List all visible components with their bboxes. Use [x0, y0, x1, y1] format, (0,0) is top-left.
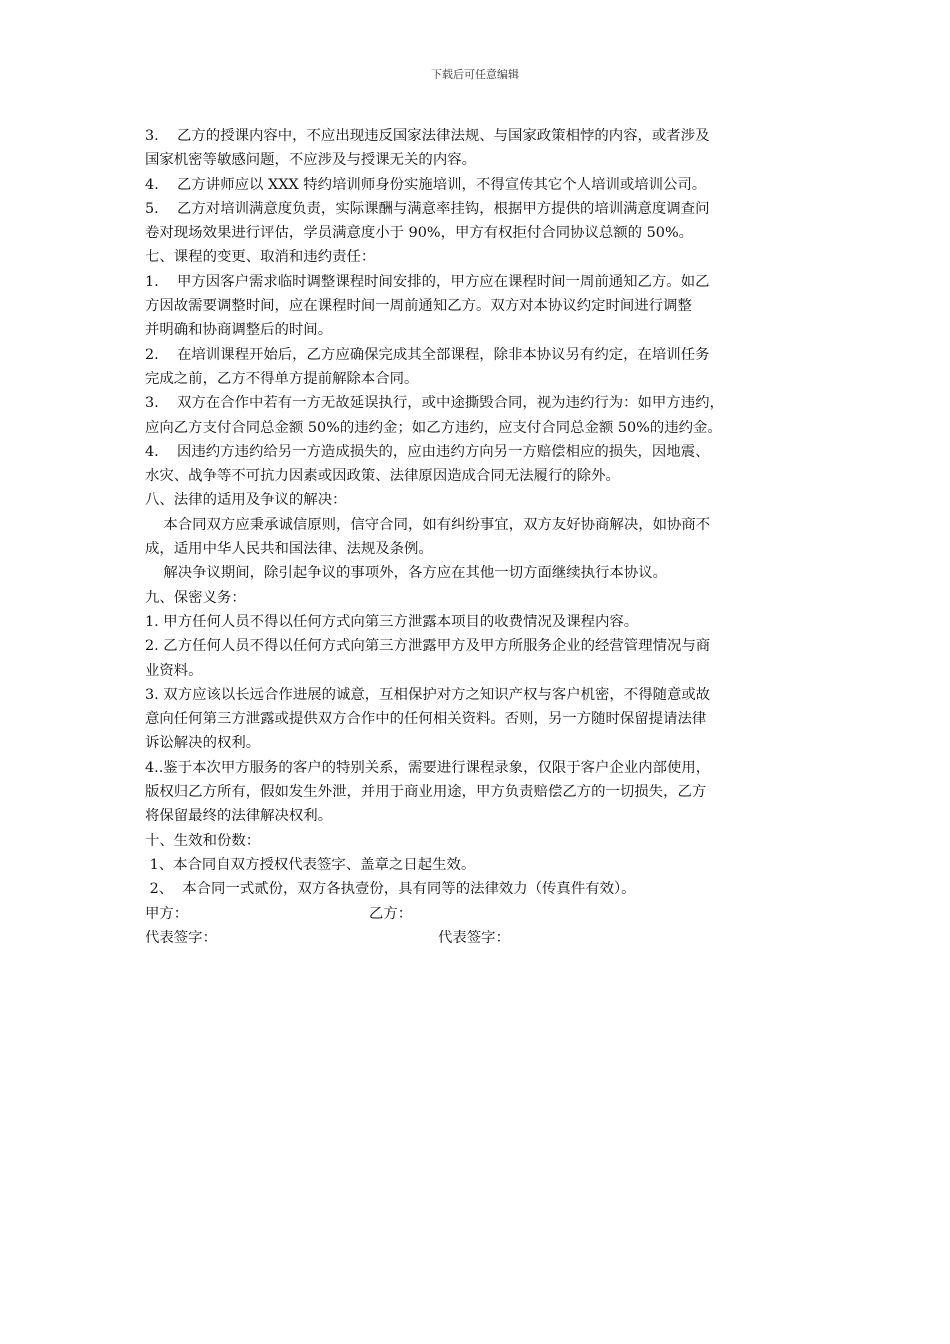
- text-line: 2、 本合同一式贰份，双方各执壹份，具有同等的法律效力（传真件有效）。: [145, 881, 636, 898]
- text-line: 意向任何第三方泄露或提供双方合作中的任何相关资料。否则，另一方随时保留提请法律: [145, 711, 707, 728]
- page-header: 下载后可任意编辑: [431, 68, 519, 81]
- rep-b-signature-label: 代表签字：: [438, 929, 510, 946]
- text-line: 3. 双方在合作中若有一方无故延误执行，或中途撕毁合同，视为违约行为：如甲方违约，: [145, 395, 724, 412]
- text-line: 成，适用中华人民共和国法律、法规及条例。: [145, 541, 433, 558]
- text-line: 4. 因违约方违约给另一方造成损失的，应由违约方向另一方赔偿相应的损失，因地震、: [145, 443, 710, 460]
- text-line: 版权归乙方所有，假如发生外泄，并用于商业用途，甲方负责赔偿乙方的一切损失，乙方: [145, 784, 707, 801]
- section-heading: 八、法律的适用及争议的解决：: [145, 492, 347, 509]
- text-line: 3. 乙方的授课内容中，不应出现违反国家法律法规、与国家政策相悖的内容，或者涉及: [145, 128, 710, 144]
- text-line: 2. 乙方任何人员不得以任何方式向第三方泄露甲方及甲方所服务企业的经营管理情况与商: [145, 638, 711, 655]
- text-line: 方因故需要调整时间，应在课程时间一周前通知乙方。双方对本协议约定时间进行调整: [145, 298, 692, 315]
- party-a-label: 甲方：: [145, 905, 189, 922]
- text-line: 5. 乙方对培训满意度负责，实际课酬与满意率挂钩，根据甲方提供的培训满意度调查问: [145, 200, 710, 217]
- text-line: 2. 在培训课程开始后，乙方应确保完成其全部课程，除非本协议另有约定，在培训任务: [145, 346, 710, 363]
- text-line: 国家机密等敏感问题，不应涉及与授课无关的内容。: [145, 152, 476, 169]
- text-line: 诉讼解决的权利。: [145, 735, 261, 752]
- text-line: 解决争议期间，除引起争议的事项外，各方应在其他一切方面继续执行本协议。: [145, 565, 667, 582]
- text-line: 水灾、战争等不可抗力因素或因政策、法律原因造成合同无法履行的除外。: [145, 468, 620, 485]
- text-line: 4..鉴于本次甲方服务的客户的特别关系，需要进行课程录象，仅限于客户企业内部使用，: [145, 759, 711, 776]
- party-b-label: 乙方：: [369, 905, 413, 922]
- contract-body: [145, 124, 820, 950]
- text-line: 卷对现场效果进行评估，学员满意度小于 90%，甲方有权拒付合同协议总额的 50%。: [145, 225, 694, 242]
- text-line: 1. 甲方任何人员不得以任何方式向第三方泄露本项目的收费情况及课程内容。: [145, 613, 639, 630]
- rep-a-signature-label: 代表签字：: [145, 929, 217, 946]
- section-heading: 七、课程的变更、取消和违约责任：: [145, 249, 376, 266]
- text-line: 业资料。: [145, 662, 203, 679]
- text-line: 完成之前，乙方不得单方提前解除本合同。: [145, 370, 419, 387]
- text-line: 本合同双方应秉承诚信原则，信守合同，如有纠纷事宜，双方友好协商解决，如协商不: [145, 516, 711, 533]
- signature-row: [145, 926, 820, 950]
- section-heading: 十、生效和份数：: [145, 832, 261, 849]
- text-line: 3. 双方应该以长远合作进展的诚意，互相保护对方之知识产权与客户机密，不得随意或故: [145, 686, 711, 703]
- text-line: 4. 乙方讲师应以 XXX 特约培训师身份实施培训，不得宣传其它个人培训或培训公司。: [145, 176, 707, 193]
- text-line: 1. 甲方因客户需求临时调整课程时间安排的，甲方应在课程时间一周前通知乙方。如乙: [145, 273, 710, 290]
- text-line: 将保留最终的法律解决权利。: [145, 808, 333, 825]
- text-line: 并明确和协商调整后的时间。: [145, 322, 333, 339]
- party-row: [145, 902, 820, 926]
- text-line: 应向乙方支付合同总金额 50%的违约金；如乙方违约，应支付合同总金额 50%的违约金。: [145, 419, 722, 436]
- text-line: 1、本合同自双方授权代表签字、盖章之日起生效。: [145, 856, 476, 873]
- section-heading: 九、保密义务：: [145, 589, 246, 606]
